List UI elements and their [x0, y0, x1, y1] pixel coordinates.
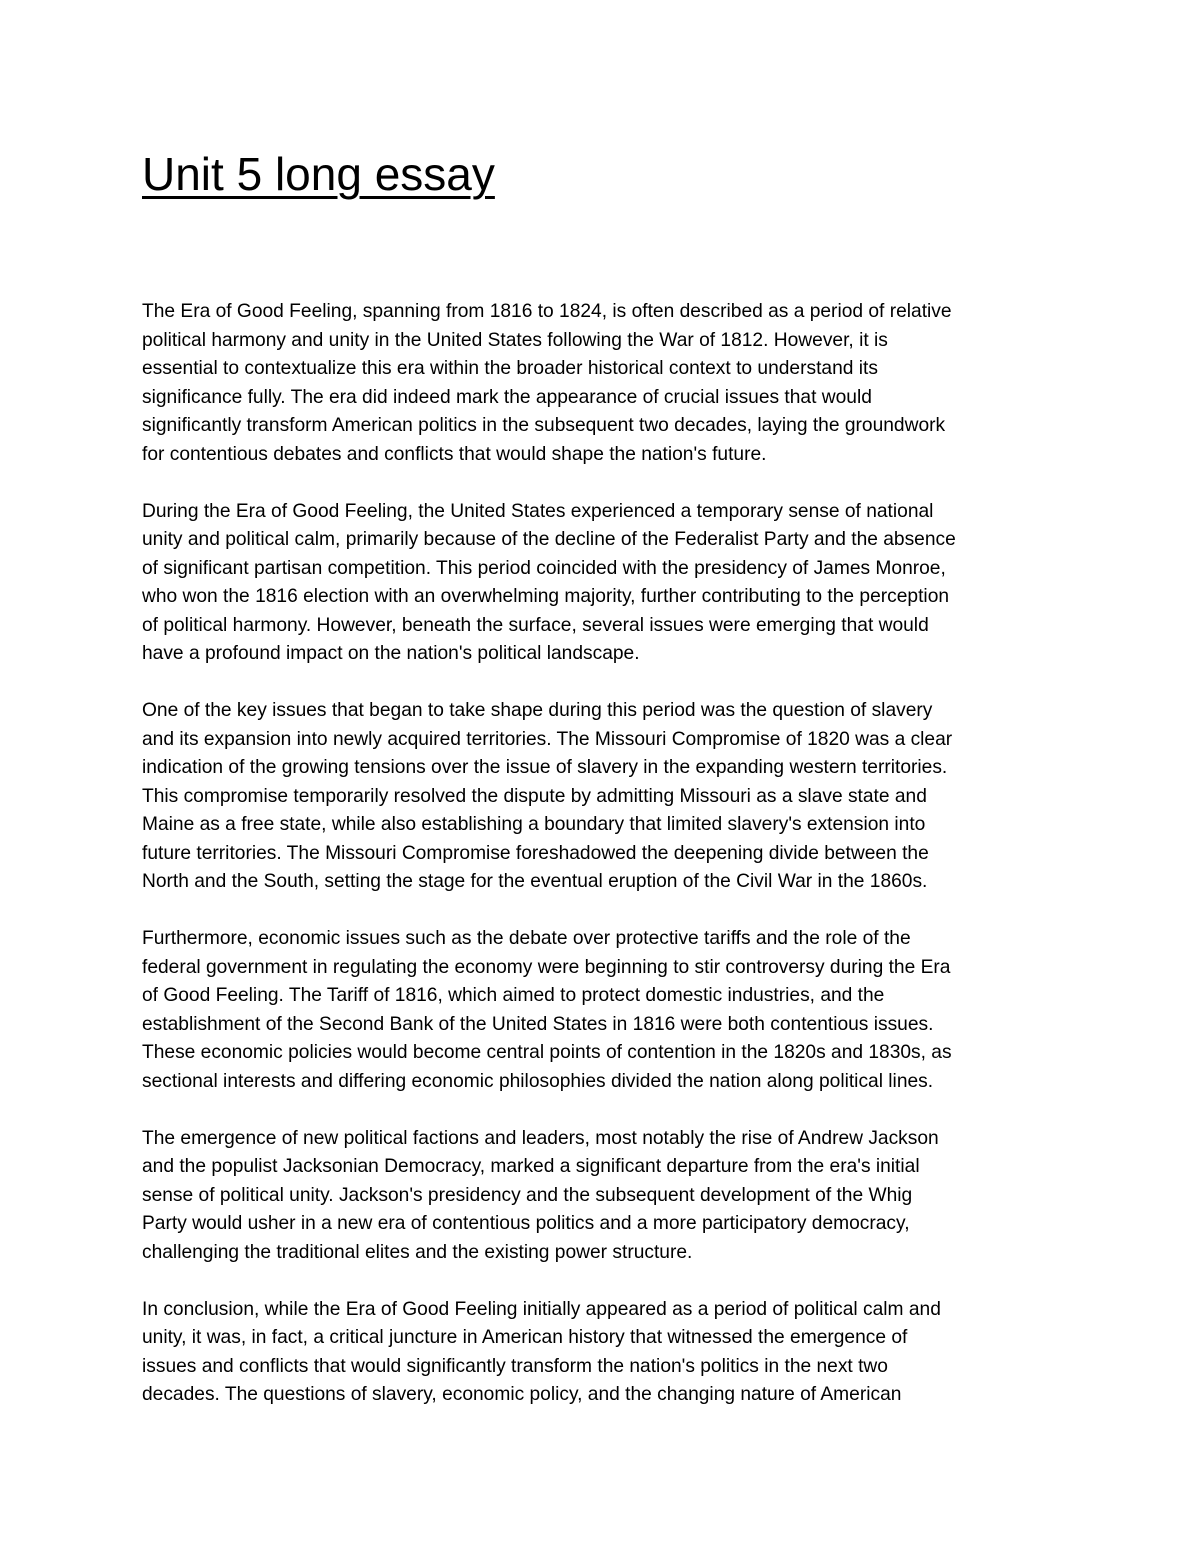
text-line: have a profound impact on the nation's political landscape.	[142, 643, 640, 664]
text-line: The Era of Good Feeling, spanning from 1816 to 1824, is often described as a period of relative	[142, 301, 952, 322]
text-line: sense of political unity. Jackson's presidency and the subsequent development of the Whig	[142, 1184, 913, 1206]
text-line: of political harmony. However, beneath the surface, several issues were emerging that would	[142, 614, 929, 636]
paragraph-4	[142, 925, 1067, 1096]
text-line: issues and conflicts that would significantly transform the nation's politics in the next two	[142, 1355, 888, 1377]
text-line: federal government in regulating the economy were beginning to stir controversy during the Era	[142, 956, 951, 978]
text-line: decades. The questions of slavery, economic policy, and the changing nature of American	[142, 1384, 902, 1405]
text-line: of Good Feeling. The Tariff of 1816, which aimed to protect domestic industries, and the	[142, 985, 885, 1006]
text-line: essential to contextualize this era within the broader historical context to understand its	[142, 358, 878, 379]
text-line: Party would usher in a new era of contentious politics and a more participatory democracy,	[142, 1213, 910, 1234]
text-line: challenging the traditional elites and the existing power structure.	[142, 1241, 693, 1263]
text-line: significance fully. The era did indeed mark the appearance of crucial issues that would	[142, 386, 872, 408]
paragraph-5	[142, 1125, 1067, 1268]
text-line: and the populist Jacksonian Democracy, marked a significant departure from the era's initial	[142, 1156, 920, 1177]
text-line: In conclusion, while the Era of Good Feeling initially appeared as a period of political calm and	[142, 1298, 941, 1320]
essay-body	[142, 298, 1067, 1438]
text-line: These economic policies would become central points of contention in the 1820s and 1830s, as	[142, 1042, 952, 1063]
text-line: and its expansion into newly acquired territories. The Missouri Compromise of 1820 was a clear	[142, 728, 953, 750]
text-line: The emergence of new political factions and leaders, most notably the rise of Andrew Jackson	[142, 1127, 939, 1149]
text-line: indication of the growing tensions over the issue of slavery in the expanding western territories.	[142, 757, 948, 778]
text-line: One of the key issues that began to take shape during this period was the question of slavery	[142, 700, 933, 721]
text-line: North and the South, setting the stage for the eventual eruption of the Civil War in the 1860s.	[142, 871, 928, 892]
text-line: sectional interests and differing economic philosophies divided the nation along political lines.	[142, 1070, 934, 1092]
text-line: who won the 1816 election with an overwhelming majority, further contributing to the perception	[142, 586, 950, 607]
paragraph-6	[142, 1296, 1067, 1410]
paragraph-3	[142, 697, 1067, 897]
document-title: Unit 5 long essay	[142, 148, 495, 200]
text-line: of significant partisan competition. This period coincided with the presidency of James Monroe,	[142, 557, 946, 579]
text-line: This compromise temporarily resolved the dispute by admitting Missouri as a slave state and	[142, 785, 927, 807]
text-line: future territories. The Missouri Compromise foreshadowed the deepening divide between the	[142, 842, 929, 864]
text-line: significantly transform American politics in the subsequent two decades, laying the groundwork	[142, 415, 946, 436]
text-line: Maine as a free state, while also establishing a boundary that limited slavery's extension into	[142, 814, 926, 835]
paragraph-2	[142, 498, 1067, 669]
text-line: political harmony and unity in the United States following the War of 1812. However, it is	[142, 329, 888, 351]
text-line: establishment of the Second Bank of the United States in 1816 were both contentious issues.	[142, 1013, 934, 1035]
text-line: for contentious debates and conflicts that would shape the nation's future.	[142, 443, 767, 465]
text-line: unity, it was, in fact, a critical juncture in American history that witnessed the emergence of	[142, 1327, 908, 1348]
text-line: During the Era of Good Feeling, the United States experienced a temporary sense of national	[142, 500, 934, 522]
text-line: unity and political calm, primarily because of the decline of the Federalist Party and the absence	[142, 529, 956, 550]
text-line: Furthermore, economic issues such as the debate over protective tariffs and the role of the	[142, 928, 911, 949]
paragraph-1	[142, 298, 1067, 469]
